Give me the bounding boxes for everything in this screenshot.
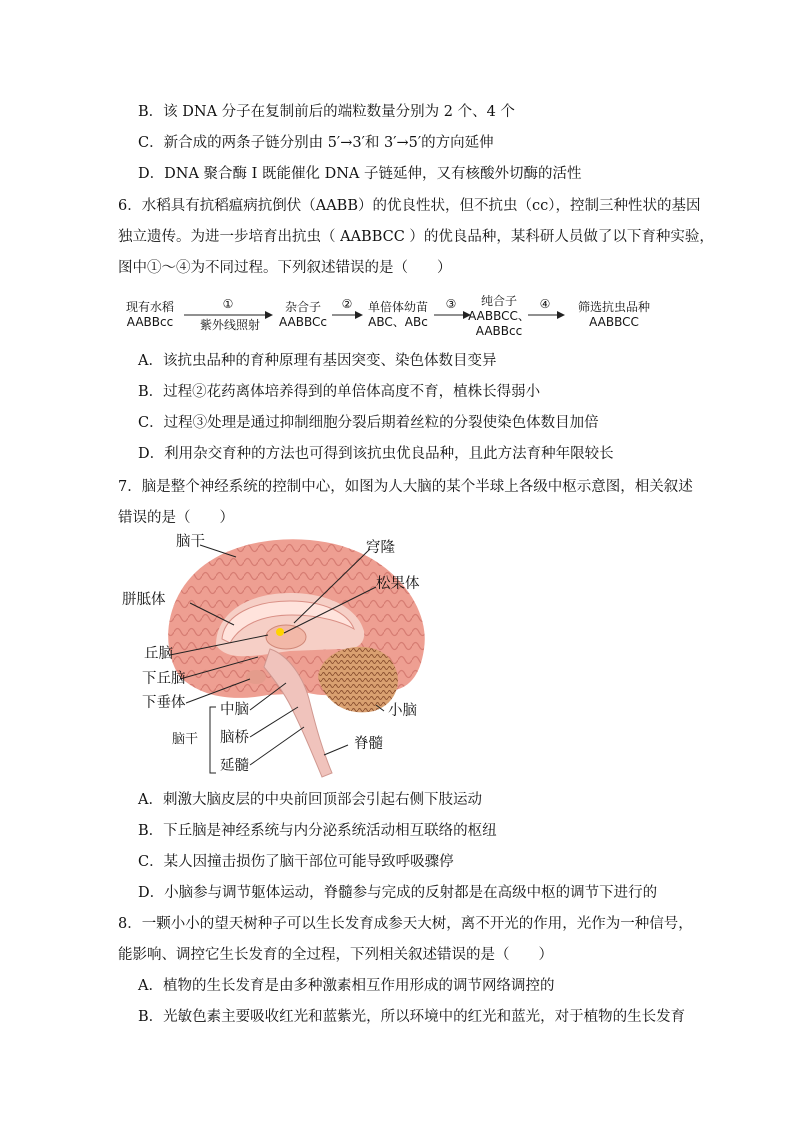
node-original-rice: 现有水稻 AABBcc [125,300,174,329]
q8-stem-line1: 8．一颗小小的望天树种子可以生长发育成参天大树，离不开光的作用，光作为一种信号， [118,916,693,932]
label-cerebellum: 小脑 [388,703,417,719]
q7-stem-line2: 错误的是（ ） [118,510,234,526]
node-homozygous: 纯合子 AABBCC、 AABBcc [468,294,530,338]
label-hypothalamus: 下丘脑 [142,671,186,687]
step-1-label: ① [222,297,234,311]
q6-option-c: C．过程③处理是通过抑制细胞分裂后期着丝粒的分裂使染色体数目加倍 [138,415,599,431]
pineal-highlight [276,628,284,636]
step-3-label: ③ [445,297,457,311]
label-midbrain: 中脑 [220,702,249,718]
q7-stem-line1: 7．脑是整个神经系统的控制中心，如图为人大脑的某个半球上各级中枢示意图，相关叙述 [118,479,693,495]
label-brainstem-group: 脑干 [172,732,199,747]
q5-option-c: C．新合成的两条子链分别由 5′→3′和 3′→5′的方向延伸 [138,135,494,151]
breeding-flowchart [118,294,678,338]
q8-option-b: B．光敏色素主要吸收红光和蓝紫光，所以环境中的红光和蓝光，对于植物的生长发育 [138,1009,686,1025]
q6-option-b: B．过程②花药离体培养得到的单倍体高度不育，植株长得弱小 [138,384,541,400]
q7-option-a: A．刺激大脑皮层的中央前回顶部会引起右侧下肢运动 [138,792,482,808]
label-thalamus: 丘脑 [144,646,173,662]
step-1-uv: 紫外线照射 [199,318,260,332]
q6-option-d: D．利用杂交育种的方法也可得到该抗虫优良品种，且此方法育种年限较长 [138,446,614,462]
node-haploid: 单倍体幼苗 ABC、ABc [367,300,428,329]
label-fornix: 穹隆 [366,540,395,556]
node-screened-variety: 筛选抗虫品种 AABBCC [577,300,650,329]
q6-stem-line3: 图中①～④为不同过程。下列叙述错误的是（ ） [118,260,452,276]
node-hybrid: 杂合子 AABBCc [279,300,327,329]
q6-stem-line1: 6．水稻具有抗稻瘟病抗倒伏（AABB）的优良性状，但不抗虫（cc），控制三种性状的基因 [118,198,701,214]
label-medulla: 延髓 [220,758,249,774]
label-pons: 脑桥 [220,730,249,746]
label-pituitary: 下垂体 [142,695,186,711]
q8-option-a: A．植物的生长发育是由多种激素相互作用形成的调节网络调控的 [138,978,555,994]
q7-option-d: D．小脑参与调节躯体运动，脊髓参与完成的反射都是在高级中枢的调节下进行的 [138,885,658,901]
brain-diagram [118,527,458,789]
q7-option-c: C．某人因撞击损伤了脑干部位可能导致呼吸骤停 [138,854,454,870]
step-4-label: ④ [539,297,551,311]
label-brainstem-top: 脑干 [176,534,205,550]
q5-option-b: B．该 DNA 分子在复制前后的端粒数量分别为 2 个、4 个 [138,104,515,120]
q5-option-d: D．DNA 聚合酶 I 既能催化 DNA 子链延伸，又有核酸外切酶的活性 [138,166,582,182]
q6-stem-line2: 独立遗传。为进一步培育出抗虫（ AABBCC ）的优良品种，某科研人员做了以下育种实验， [118,229,714,245]
q8-stem-line2: 能影响、调控它生长发育的全过程，下列相关叙述错误的是（ ） [118,947,553,963]
q7-option-b: B．下丘脑是神经系统与内分泌系统活动相互联络的枢纽 [138,823,497,839]
label-corpus-callosum: 胼胝体 [122,592,166,608]
label-spinal-cord: 脊髓 [354,736,383,752]
thalamus [266,625,306,649]
q6-option-a: A．该抗虫品种的育种原理有基因突变、染色体数目变异 [138,353,497,369]
pituitary [246,670,266,684]
step-2-label: ② [341,297,353,311]
label-pineal-body: 松果体 [376,576,420,592]
